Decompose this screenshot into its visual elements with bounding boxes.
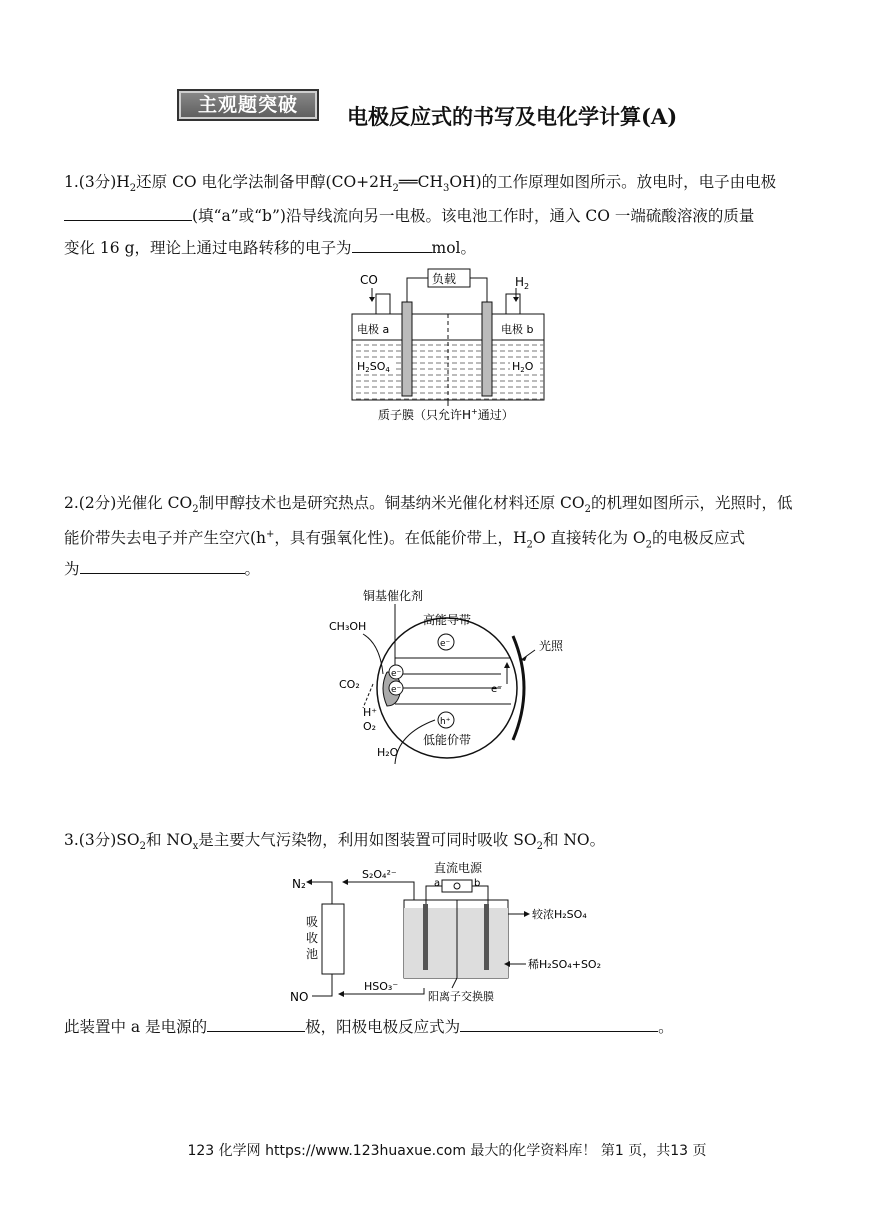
label-h2so4: H2SO4 (357, 360, 390, 374)
q1-figure (348, 264, 548, 428)
label-dilute: 稀H₂SO₄+SO₂ (528, 958, 601, 971)
q2-line3: 为 。 (64, 560, 261, 578)
label-conc: 较浓H₂SO₄ (532, 908, 587, 921)
label-high-band: 高能导带 (423, 613, 472, 627)
svg-text:b: b (474, 878, 481, 889)
label-membrane-3: 阳离子交换膜 (428, 990, 494, 1003)
label-h2: $H_2$ (515, 275, 530, 291)
label-h2o: H2O (512, 360, 534, 374)
q1-blank-electrode[interactable] (64, 206, 192, 221)
svg-text:收: 收 (306, 931, 319, 945)
svg-text:池: 池 (306, 947, 319, 961)
page-footer: 123 化学网 https://www.123huaxue.com 最大的化学资料库！ 第1 页，共13 页 (187, 1143, 707, 1159)
svg-text:a: a (434, 878, 441, 889)
q2-figure (325, 584, 605, 766)
label-co2: CO₂ (339, 678, 360, 691)
label-hso3: HSO₃⁻ (364, 980, 399, 993)
q3-line2: 此装置中 a 是电源的 极，阳极电极反应式为 。 (64, 1018, 674, 1036)
svg-text:e⁻: e⁻ (440, 639, 451, 649)
label-no: NO (290, 990, 309, 1004)
label-ch3oh: CH₃OH (329, 620, 367, 633)
label-electrode-a: 电极 a (357, 323, 390, 336)
label-s2o4: S₂O₄²⁻ (362, 868, 397, 881)
section-badge: 主观题突破 (177, 89, 319, 121)
q2-blank-equation[interactable] (80, 559, 245, 574)
label-o2: O₂ (363, 720, 377, 733)
svg-text:e⁻: e⁻ (391, 685, 402, 695)
page-title: 电极反应式的书写及电化学计算(A) (347, 104, 678, 129)
label-catalyst: 铜基催化剂 (363, 589, 424, 603)
q2-line1: 2.(2分)光催化 $CO_2$制甲醇技术也是研究热点。铜基纳米光催化材料还原 $CO_2$的机理如图所示，光照时，低 (64, 494, 793, 516)
label-load: 负载 (432, 272, 457, 286)
label-electrode-b: 电极 b (501, 323, 534, 336)
q3-line1: 3.(3分)$SO_2$和 $NO_x$是主要大气污染物，利用如图装置可同时吸收 $SO_2$和 NO。 (64, 831, 606, 853)
q1-blank-electrons[interactable] (352, 238, 432, 253)
svg-text:h⁺: h⁺ (440, 717, 451, 727)
label-hplus: H⁺ (363, 706, 378, 719)
label-co: CO (360, 273, 378, 287)
q3-blank-pole[interactable] (207, 1017, 305, 1032)
q2-line2: 能价带失去电子并产生空穴(h+，具有强氧化性)。在低能价带上，$H_2O$ 直接转化为 $O_2$的电极反应式 (64, 529, 746, 551)
label-power: 直流电源 (434, 861, 483, 875)
q1-line2: (填“a”或“b”)沿导线流向另一电极。该电池工作时，通入 CO 一端硫酸溶液的质量 (64, 206, 754, 224)
label-n2: N₂ (292, 877, 306, 891)
svg-text:吸: 吸 (306, 915, 319, 929)
label-light: 光照 (539, 639, 564, 653)
label-membrane: 质子膜（只允许H+通过） (378, 407, 514, 422)
label-h2o: H₂O (377, 746, 399, 759)
q1-line1: 1.(3分)$H_2$还原 CO 电化学法制备甲醇$(CO+2H_2══CH_3OH)$的工作原理如图所示。放电时，电子由电极 (64, 173, 777, 195)
label-low-band: 低能价带 (423, 733, 472, 747)
q3-blank-equation[interactable] (460, 1017, 658, 1032)
q3-figure (288, 858, 618, 1010)
svg-text:e⁻: e⁻ (391, 669, 402, 679)
q1-line3: 变化 16 g，理论上通过电路转移的电子为 mol。 (64, 239, 477, 257)
svg-text:e⁻: e⁻ (491, 684, 503, 695)
